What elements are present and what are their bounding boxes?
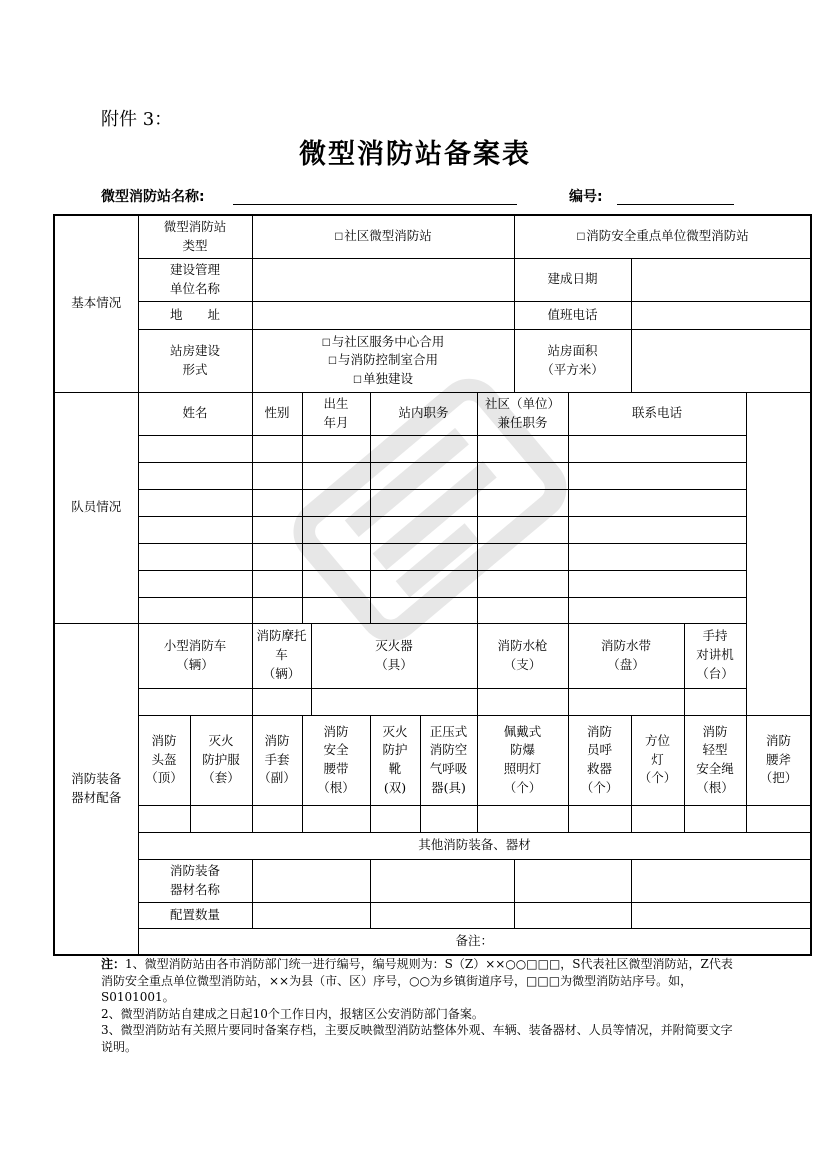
build-form-options <box>252 329 514 392</box>
equip-motorcycle: 消防摩托车 （辆） <box>252 623 311 688</box>
table-row <box>54 805 811 832</box>
registration-table <box>53 214 812 956</box>
table-row <box>54 489 811 516</box>
table-row <box>54 688 811 715</box>
equip-gloves: 消防 手套 （副） <box>252 715 302 805</box>
col-name: 姓名 <box>138 392 252 435</box>
area-label: 站房面积 （平方米） <box>514 329 631 392</box>
equip-breathing-apparatus: 正压式 消防空 气呼吸 器(具) <box>420 715 477 805</box>
col-phone: 联系电话 <box>568 392 746 435</box>
equip-lamp: 佩戴式 防爆 照明灯 （个） <box>477 715 568 805</box>
remarks-label: 备注： <box>455 932 494 948</box>
type-option-key-unit[interactable]: ☐消防安全重点单位微型消防站 <box>514 215 811 258</box>
table-row <box>54 597 811 623</box>
address-field[interactable] <box>252 301 514 329</box>
col-birth: 出生 年月 <box>302 392 370 435</box>
equip-hose: 消防水带 （盘） <box>568 623 684 688</box>
equip-extinguisher: 灭火器 （具） <box>311 623 477 688</box>
number-label: 编号: <box>569 189 603 205</box>
remarks-field[interactable] <box>138 928 811 955</box>
build-option-2[interactable]: ☐与消防控制室合用 <box>328 352 439 368</box>
col-role: 站内职务 <box>370 392 477 435</box>
table-row <box>54 516 811 543</box>
checkbox-icon[interactable]: ☐ <box>353 374 362 386</box>
equip-walkie-talkie: 手持 对讲机 （台） <box>684 623 746 688</box>
other-equipment-name-label: 消防装备 器材名称 <box>138 859 252 902</box>
equip-water-gun: 消防水枪 （支） <box>477 623 568 688</box>
notes <box>101 956 741 1055</box>
type-option-community[interactable]: ☐社区微型消防站 <box>252 215 514 258</box>
section-basic: 基本情况 <box>54 215 138 392</box>
checkbox-icon[interactable]: ☐ <box>321 337 331 349</box>
station-type-label: 微型消防站 类型 <box>138 215 252 258</box>
equip-safety-rope: 消防 轻型 安全绳 （根） <box>684 715 746 805</box>
build-option-1[interactable]: ☐与社区服务中心合用 <box>321 333 445 349</box>
form-title: 微型消防站备案表 <box>299 139 531 170</box>
checkbox-icon[interactable]: ☐ <box>328 356 337 368</box>
section-equipment: 消防装备 器材配备 <box>54 623 138 955</box>
built-date-field[interactable] <box>631 258 811 301</box>
org-field[interactable] <box>252 258 514 301</box>
other-equipment-qty-label: 配置数量 <box>138 902 252 928</box>
equip-safety-belt: 消防 安全 腰带 （根） <box>302 715 370 805</box>
note-3: 3、微型消防站有关照片要同时备案存档，主要反映微型消防站整体外观、车辆、装备器材、人员等情况，并附简要文字说明。 <box>101 1023 733 1054</box>
area-field[interactable] <box>631 329 811 392</box>
notes-lead: 注： <box>101 957 126 971</box>
table-row <box>54 435 811 462</box>
equip-small-truck: 小型消防车 （辆） <box>138 623 252 688</box>
col-concurrent-role: 社区（单位） 兼任职务 <box>477 392 568 435</box>
built-date-label: 建成日期 <box>514 258 631 301</box>
section-members: 队员情况 <box>54 392 138 623</box>
address-label: 地 址 <box>138 301 252 329</box>
col-gender: 性别 <box>252 392 302 435</box>
equip-boots: 灭火 防护 靴 (双) <box>370 715 420 805</box>
build-form-label: 站房建设 形式 <box>138 329 252 392</box>
checkbox-icon[interactable]: ☐ <box>334 232 344 244</box>
table-row <box>54 462 811 489</box>
table-row <box>54 543 811 570</box>
station-name-field[interactable] <box>233 204 517 205</box>
equip-protective-suit: 灭火 防护服 （套） <box>190 715 252 805</box>
number-field[interactable] <box>617 204 734 205</box>
equip-axe: 消防 腰斧 （把） <box>746 715 811 805</box>
checkbox-icon[interactable]: ☐ <box>576 232 586 244</box>
other-equipment-title: 其他消防装备、器材 <box>138 832 811 859</box>
note-1: 1、微型消防站由各市消防部门统一进行编号，编号规则为：S（Z）××○○□□□，S代表社区微型消防站，Z代表消防安全重点单位微型消防站，××为县（市、区）序号，○○为乡镇街道序号，□□□为微型消防站序号。如，S0101001。 <box>101 957 733 1004</box>
equip-helmet: 消防 头盔 （顶） <box>138 715 190 805</box>
equip-distress-signal: 消防 员呼 救器 （个） <box>568 715 631 805</box>
org-label: 建设管理 单位名称 <box>138 258 252 301</box>
table-row <box>54 570 811 597</box>
attachment-label: 附件 3： <box>101 109 173 130</box>
duty-phone-label: 值班电话 <box>514 301 631 329</box>
duty-phone-field[interactable] <box>631 301 811 329</box>
build-option-3[interactable]: ☐单独建设 <box>353 370 414 386</box>
station-name-label: 微型消防站名称: <box>101 189 205 205</box>
note-2: 2、微型消防站自建成之日起10个工作日内，报辖区公安消防部门备案。 <box>101 1006 484 1021</box>
equip-direction-light: 方位 灯 （个） <box>631 715 684 805</box>
